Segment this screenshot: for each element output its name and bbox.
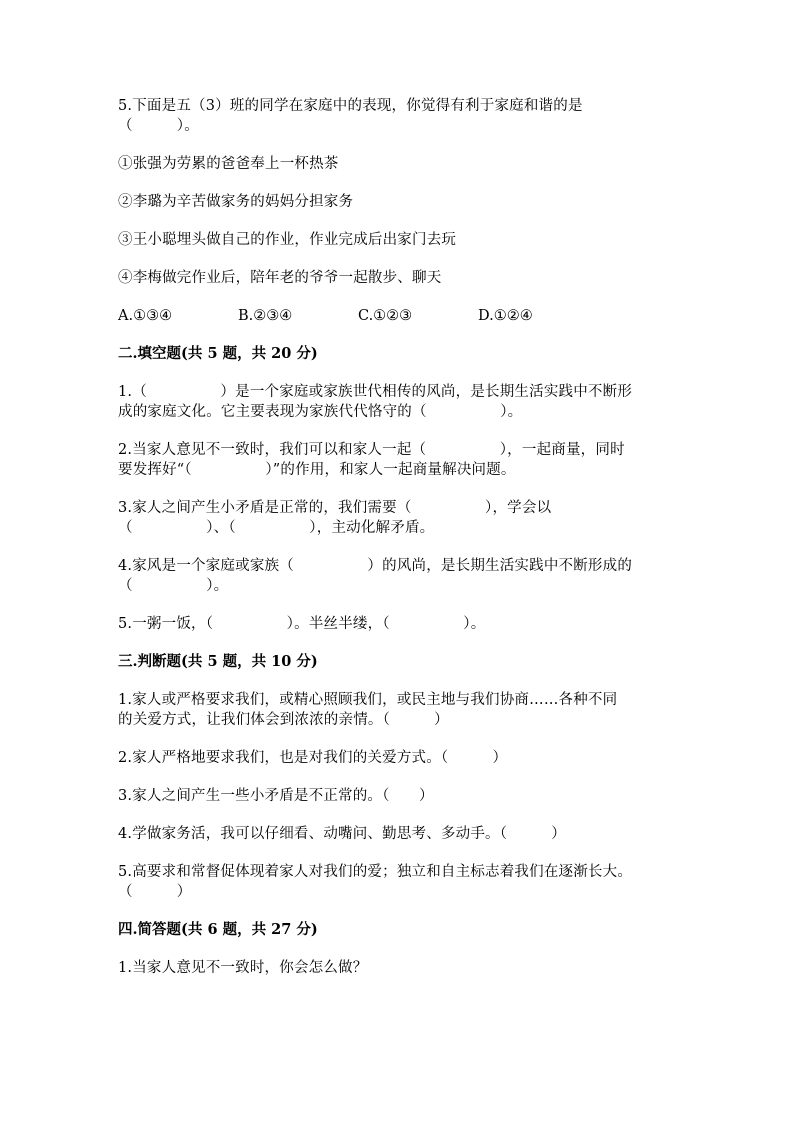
option-a: A.①③④ (118, 308, 173, 324)
option-b: B.②③④ (238, 308, 293, 324)
question-line: （ ）。 (118, 578, 229, 594)
question-line: 4.家风是一个家庭或家族（ ）的风尚，是长期生活实践中不断形成的 (118, 558, 633, 574)
judge-question-1 (118, 690, 700, 730)
question-line: 3.家人之间产生小矛盾是正常的，我们需要（ ），学会以 (118, 500, 552, 516)
statement-item: ②李璐为辛苦做家务的妈妈分担家务 (118, 194, 354, 210)
answer-options (118, 306, 700, 326)
choice-question-5 (118, 96, 700, 136)
statement-item: ①张强为劳累的爸爸奉上一杯热茶 (118, 156, 339, 172)
short-answer-question-1 (118, 958, 700, 978)
question-line: 1.当家人意见不一致时，你会怎么做？ (118, 960, 368, 976)
judge-question-4 (118, 824, 700, 844)
answer-blank: （ ）。 (118, 118, 199, 134)
question-line: 4.学做家务活，我可以仔细看、动嘴问、勤思考、多动手。（ ） (118, 826, 566, 842)
fill-question-1 (118, 382, 700, 422)
fill-question-2 (118, 440, 700, 480)
fill-question-5 (118, 614, 700, 634)
section-heading-short-answer: 四.简答题(共 6 题，共 27 分) (118, 921, 318, 938)
judge-question-5 (118, 862, 700, 902)
section-heading-true-false: 三.判断题(共 5 题，共 10 分) (118, 653, 318, 670)
section-heading-fill-in: 二.填空题(共 5 题，共 20 分) (118, 345, 318, 362)
question-line: 的关爱方式，让我们体会到浓浓的亲情。（ ） (118, 712, 449, 728)
option-d: D.①②④ (478, 308, 533, 324)
fill-question-4 (118, 556, 700, 596)
statement-item: ④李梅做完作业后，陪年老的爷爷一起散步、聊天 (118, 270, 442, 286)
question-line: 要发挥好“（ ）”的作用，和家人一起商量解决问题。 (118, 462, 516, 478)
statement-item: ③王小聪埋头做自己的作业，作业完成后出家门去玩 (118, 232, 457, 248)
judge-question-3 (118, 786, 700, 806)
question-line: 3.家人之间产生一些小矛盾是不正常的。（ ） (118, 788, 434, 804)
question-line: （ ）、（ ），主动化解矛盾。 (118, 520, 435, 536)
question-line: 5.一粥一饭，（ ）。半丝半缕，（ ）。 (118, 616, 486, 632)
question-line: 2.家人严格地要求我们，也是对我们的关爱方式。（ ） (118, 750, 508, 766)
question-line: （ ） (118, 884, 192, 900)
question-text: 5.下面是五（3）班的同学在家庭中的表现，你觉得有利于家庭和谐的是 (118, 98, 583, 114)
question-line: 1.（ ）是一个家庭或家族世代相传的风尚，是长期生活实践中不断形 (118, 384, 633, 400)
question-line: 1.家人或严格要求我们，或精心照顾我们，或民主地与我们协商……各种不同 (118, 692, 618, 708)
fill-question-3 (118, 498, 700, 538)
judge-question-2 (118, 748, 700, 768)
question-line: 成的家庭文化。它主要表现为家族代代恪守的（ ）。 (118, 404, 523, 420)
exam-page (118, 96, 700, 996)
question-line: 5.高要求和常督促体现着家人对我们的爱；独立和自主标志着我们在逐渐长大。 (118, 864, 633, 880)
question-line: 2.当家人意见不一致时，我们可以和家人一起（ ），一起商量，同时 (118, 442, 625, 458)
option-c: C.①②③ (358, 308, 413, 324)
